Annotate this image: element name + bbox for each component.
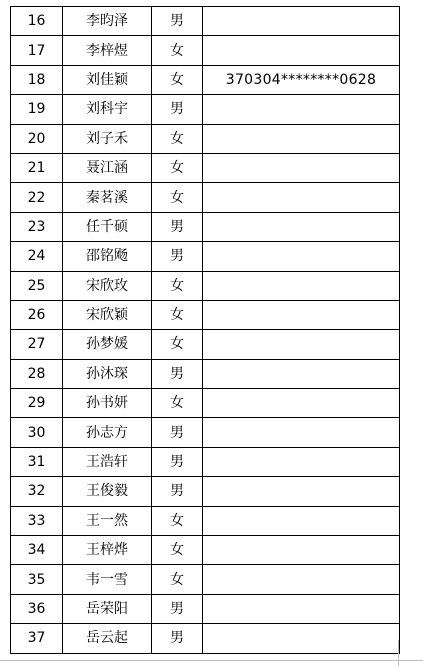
id-number-cell [203, 477, 400, 506]
student-name-cell: 任千硕 [63, 212, 152, 241]
id-number-cell [203, 506, 400, 535]
id-number-cell [203, 242, 400, 271]
id-number-cell [203, 7, 400, 36]
student-name-cell: 孙志方 [63, 418, 152, 447]
row-number-cell: 26 [11, 300, 63, 329]
row-number-cell: 29 [11, 389, 63, 418]
page-bottom-edge [0, 660, 423, 661]
table-row [11, 565, 400, 594]
student-name-cell: 王浩轩 [63, 447, 152, 476]
gender-cell: 男 [152, 624, 203, 653]
id-number-cell [203, 418, 400, 447]
table-row [11, 447, 400, 476]
gender-cell: 男 [152, 447, 203, 476]
table-row [11, 242, 400, 271]
id-number-cell [203, 389, 400, 418]
gender-cell: 男 [152, 594, 203, 623]
id-number-cell [203, 153, 400, 182]
id-number-cell [203, 95, 400, 124]
gender-cell: 男 [152, 242, 203, 271]
id-number-cell [203, 565, 400, 594]
row-number-cell: 36 [11, 594, 63, 623]
row-number-cell: 19 [11, 95, 63, 124]
id-number-cell [203, 624, 400, 653]
id-number-cell [203, 183, 400, 212]
row-number-cell: 21 [11, 153, 63, 182]
student-name-cell: 邵铭飏 [63, 242, 152, 271]
table-row [11, 418, 400, 447]
row-number-cell: 28 [11, 359, 63, 388]
row-number-cell: 31 [11, 447, 63, 476]
gender-cell: 男 [152, 359, 203, 388]
student-name-cell: 李梓煜 [63, 36, 152, 65]
student-name-cell: 岳荣阳 [63, 594, 152, 623]
row-number-cell: 35 [11, 565, 63, 594]
row-number-cell: 20 [11, 124, 63, 153]
table-row [11, 389, 400, 418]
table-row [11, 271, 400, 300]
gender-cell: 女 [152, 65, 203, 94]
id-number-cell [203, 330, 400, 359]
student-roster-table [10, 6, 400, 654]
student-name-cell: 刘科宇 [63, 95, 152, 124]
table-row [11, 36, 400, 65]
gender-cell: 男 [152, 212, 203, 241]
row-number-cell: 17 [11, 36, 63, 65]
row-number-cell: 34 [11, 536, 63, 565]
table-row [11, 477, 400, 506]
gender-cell: 女 [152, 536, 203, 565]
page-corner-mark [398, 640, 399, 666]
gender-cell: 女 [152, 389, 203, 418]
roster-table-body [11, 7, 400, 654]
table-row [11, 212, 400, 241]
table-row [11, 624, 400, 653]
gender-cell: 女 [152, 330, 203, 359]
id-number-cell [203, 447, 400, 476]
id-number-cell [203, 359, 400, 388]
table-row [11, 65, 400, 94]
row-number-cell: 18 [11, 65, 63, 94]
student-name-cell: 聂江涵 [63, 153, 152, 182]
gender-cell: 男 [152, 477, 203, 506]
student-name-cell: 宋欣颖 [63, 300, 152, 329]
row-number-cell: 37 [11, 624, 63, 653]
student-name-cell: 孙梦媛 [63, 330, 152, 359]
student-name-cell: 李昀泽 [63, 7, 152, 36]
gender-cell: 女 [152, 506, 203, 535]
gender-cell: 男 [152, 95, 203, 124]
student-name-cell: 孙书妍 [63, 389, 152, 418]
table-row [11, 7, 400, 36]
student-name-cell: 秦茗溪 [63, 183, 152, 212]
table-row [11, 536, 400, 565]
id-number-cell [203, 212, 400, 241]
gender-cell: 女 [152, 271, 203, 300]
row-number-cell: 25 [11, 271, 63, 300]
row-number-cell: 30 [11, 418, 63, 447]
row-number-cell: 33 [11, 506, 63, 535]
table-row [11, 506, 400, 535]
student-name-cell: 韦一雪 [63, 565, 152, 594]
id-number-cell: 370304********0628 [203, 65, 400, 94]
table-row [11, 300, 400, 329]
table-row [11, 594, 400, 623]
row-number-cell: 22 [11, 183, 63, 212]
table-row [11, 183, 400, 212]
gender-cell: 女 [152, 124, 203, 153]
id-number-cell [203, 271, 400, 300]
gender-cell: 男 [152, 7, 203, 36]
gender-cell: 女 [152, 153, 203, 182]
id-number-cell [203, 536, 400, 565]
table-row [11, 330, 400, 359]
row-number-cell: 32 [11, 477, 63, 506]
row-number-cell: 24 [11, 242, 63, 271]
table-row [11, 95, 400, 124]
table-row [11, 359, 400, 388]
student-name-cell: 孙沐琛 [63, 359, 152, 388]
student-name-cell: 宋欣玫 [63, 271, 152, 300]
student-name-cell: 王一然 [63, 506, 152, 535]
gender-cell: 女 [152, 300, 203, 329]
student-name-cell: 刘子禾 [63, 124, 152, 153]
table-row [11, 124, 400, 153]
id-number-cell [203, 300, 400, 329]
gender-cell: 女 [152, 183, 203, 212]
gender-cell: 男 [152, 418, 203, 447]
student-name-cell: 刘佳颖 [63, 65, 152, 94]
table-row [11, 153, 400, 182]
id-number-cell [203, 594, 400, 623]
gender-cell: 女 [152, 565, 203, 594]
gender-cell: 女 [152, 36, 203, 65]
row-number-cell: 27 [11, 330, 63, 359]
student-name-cell: 王俊毅 [63, 477, 152, 506]
row-number-cell: 16 [11, 7, 63, 36]
id-number-cell [203, 36, 400, 65]
student-name-cell: 王梓烨 [63, 536, 152, 565]
id-number-cell [203, 124, 400, 153]
row-number-cell: 23 [11, 212, 63, 241]
student-name-cell: 岳云起 [63, 624, 152, 653]
